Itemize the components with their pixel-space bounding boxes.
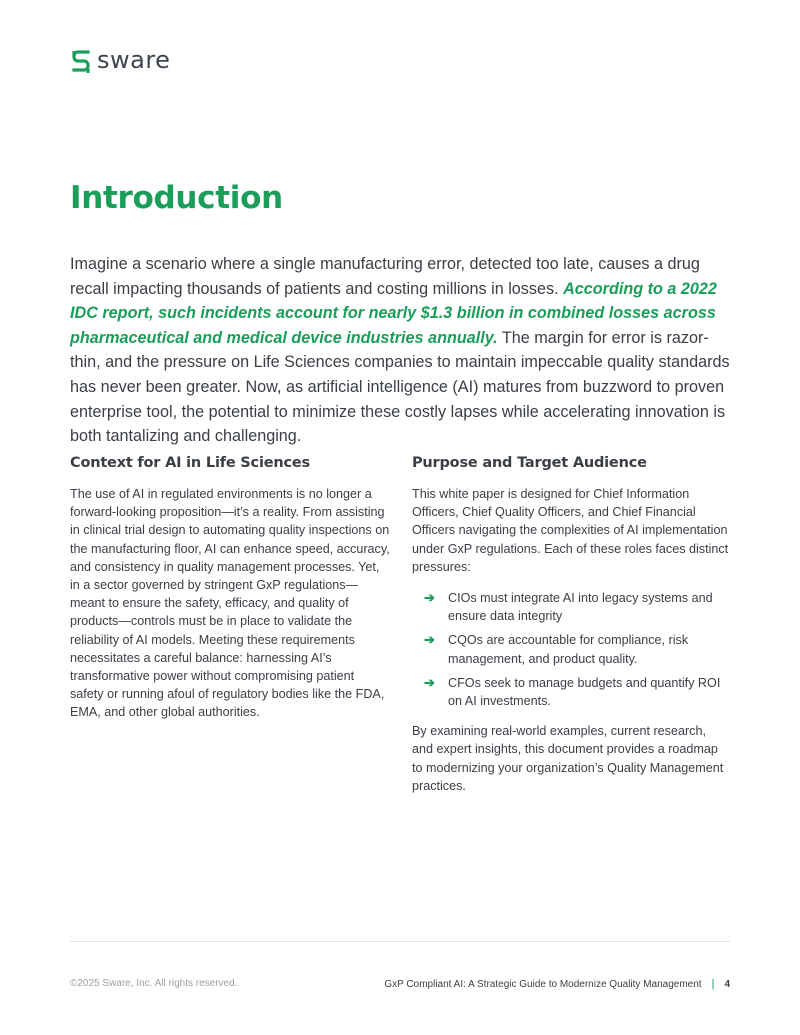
list-item xyxy=(424,631,730,667)
arrow-right-icon: ➔ xyxy=(424,674,435,690)
footer-copyright: ©2025 Sware, Inc. All rights reserved. xyxy=(70,978,238,989)
purpose-section xyxy=(412,455,730,795)
page-number: 4 xyxy=(724,978,730,990)
context-section xyxy=(70,455,390,722)
page-title: Introduction xyxy=(70,180,283,216)
context-heading: Context for AI in Life Sciences xyxy=(70,455,310,471)
intro-paragraph xyxy=(70,252,730,449)
intro-text-part-2: The margin for error is razor-thin, and the pressure on Life Sciences companies to maintain impeccable quality standards has never been greater. Now, as artificial intelligence (AI) matures from buzzword to proven enterprise tool, the potential to minimize these costly lapses while accelerating innovation is both tantalizing and challenging. xyxy=(70,328,730,446)
footer-doc-title: GxP Compliant AI: A Strategic Guide to Modernize Quality Management xyxy=(384,978,702,990)
audience-list xyxy=(424,589,730,710)
brand-name: sware xyxy=(97,46,171,74)
context-body: The use of AI in regulated environments is no longer a forward-looking proposition—it’s a reality. From assisting in clinical trial design to automating quality inspections on the manufacturing floor, AI can enhance speed, accuracy, and consistency in quality management processes. Yet, in a sector governed by stringent GxP regulations—meant to ensure the safety, efficacy, and quality of products—controls must be in place to validate the reliability of AI models. Meeting these requirements necessitates a careful balance: harnessing AI’s transformative power without compromising patient safety or running afoul of regulatory bodies like the FDA, EMA, and other global authorities. xyxy=(70,487,390,720)
intro-text-part-1: Imagine a scenario where a single manufacturing error, detected too late, causes a drug recall impacting thousands of patients and costing millions in losses. xyxy=(70,255,700,298)
purpose-intro: This white paper is designed for Chief Information Officers, Chief Quality Officers, and Chief Financial Officers navigating the complexities of AI implementation under GxP regulations. Each of these roles faces distinct pressures: xyxy=(412,487,729,574)
footer-separator: | xyxy=(711,978,715,990)
list-item xyxy=(424,674,730,710)
list-item-text: CIOs must integrate AI into legacy systems and ensure data integrity xyxy=(448,591,713,624)
arrow-right-icon: ➔ xyxy=(424,632,435,648)
brand-logo[interactable] xyxy=(70,47,170,77)
purpose-heading: Purpose and Target Audience xyxy=(412,455,647,471)
sware-s-logo-icon xyxy=(70,47,92,77)
arrow-right-icon: ➔ xyxy=(424,590,435,606)
footer-divider xyxy=(70,941,730,942)
list-item xyxy=(424,589,730,625)
intro-highlight: According to a 2022 IDC report, such incidents account for nearly $1.3 billion in combined losses across pharmaceutical and medical device industries annually. xyxy=(70,279,717,347)
list-item-text: CQOs are accountable for compliance, risk management, and product quality. xyxy=(448,633,689,666)
footer-doc-info xyxy=(384,978,730,990)
purpose-closing: By examining real-world examples, current research, and expert insights, this document provides a roadmap to modernizing your organization’s Quality Management practices. xyxy=(412,724,724,793)
list-item-text: CFOs seek to manage budgets and quantify ROI on AI investments. xyxy=(448,675,721,709)
